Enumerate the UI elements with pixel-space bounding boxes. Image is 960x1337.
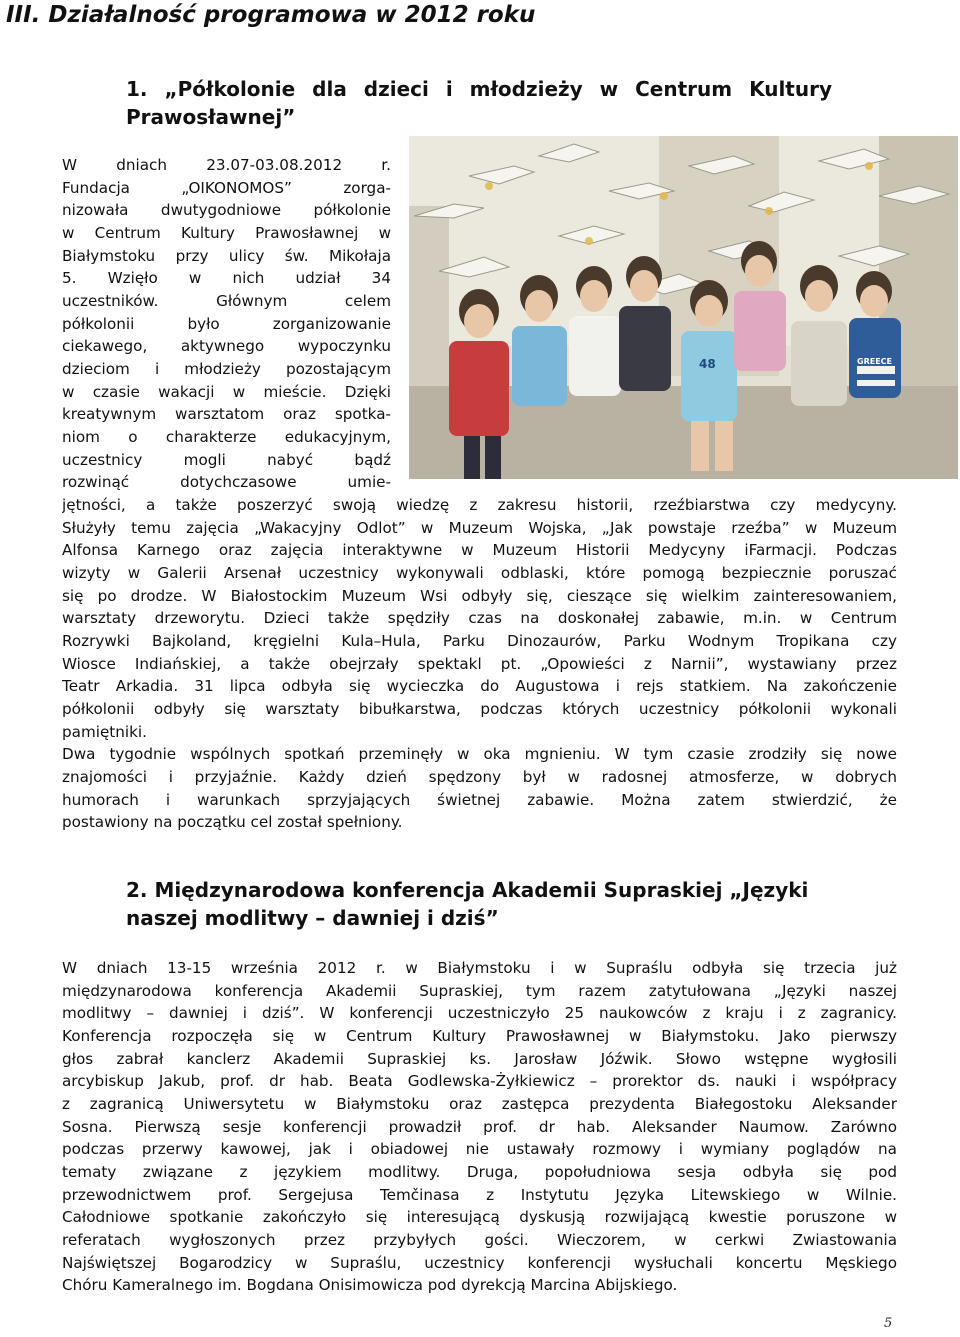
- text-line: Konferencja rozpoczęła się w Centrum Kultury Prawosławnej w Białymstoku. Jako pierwszy: [62, 1026, 897, 1045]
- text-line: z zagranicą Uniwersytetu w Białymstoku oraz zastępca prezydenta Białegostoku Aleksander: [62, 1094, 897, 1113]
- shirt-text: GREECE: [857, 357, 892, 366]
- text-line: uczestnicy mogli nabyć bądź: [62, 450, 391, 469]
- text-line: głos zabrał kanclerz Akademii Supraskiej ks. Jarosław Jóźwik. Słowo wstępne wygłosili: [62, 1049, 897, 1068]
- text-line: W dniach 13-15 września 2012 r. w Białymstoku i w Supraślu odbyła się trzecia już: [62, 959, 897, 977]
- section-1-body-text: [62, 494, 897, 834]
- text-line: 5. Wzięło w nich udział 34: [62, 269, 391, 288]
- text-line: Wiosce Indiańskiej, a także obejrzały spektakl pt. „Opowieści z Narnii”, wystawiany przez: [62, 654, 897, 673]
- text-line: półkolonii odbyły się warsztaty bibułkarstwa, podczas których uczestnicy półkolonii wykonali: [62, 699, 897, 718]
- text-line: rozwinąć dotychczasowe umie-: [62, 473, 391, 492]
- text-line: Białymstoku przy ulicy św. Mikołaja: [62, 246, 391, 265]
- section-2-heading-line: 2. Międzynarodowa konferencja Akademii Supraskiej „Języki: [126, 878, 809, 902]
- text-line: humorach i warunkach sprzyjających świetnej zabawie. Można zatem stwierdzić, że: [62, 790, 897, 809]
- text-line: W dniach 23.07-03.08.2012 r.: [62, 156, 391, 174]
- text-line: Fundacja „OIKONOMOS” zorga-: [62, 178, 391, 197]
- text-line: tematy związane z językiem modlitwy. Druga, popołudniowa sesja odbyła się pod: [62, 1162, 897, 1181]
- text-line: Chóru Kameralnego im. Bogdana Onisimowicza pod dyrekcją Marcina Abijskiego.: [62, 1276, 678, 1295]
- section-2-heading: [126, 876, 916, 932]
- text-line: przewodnictwem prof. Sergejusa Temčinasa z Instytutu Języka Litewskiego w Wilnie.: [62, 1185, 897, 1204]
- text-line: dzieciom i młodzieży pozostającym: [62, 359, 391, 378]
- text-line: Rozrywki Bajkoland, kręgielni Kula–Hula, Parku Dinozaurów, Parku Wodnym Tropikana czy: [62, 631, 897, 650]
- section-1-heading: [126, 75, 916, 131]
- text-line: półkolonii było zorganizowanie: [62, 314, 391, 333]
- text-line: się po drodze. W Białostockim Muzeum Wsi odbyły się, cieszące się wielkim zainteresowaniem,: [62, 586, 897, 605]
- text-line: uczestników. Głównym celem: [62, 291, 391, 310]
- section-2-heading-line: naszej modlitwy – dawniej i dziś”: [126, 906, 499, 930]
- text-line: referatach wygłoszonych przez przybyłych gości. Wieczorem, w cerkwi Zwiastowania: [62, 1230, 897, 1249]
- text-line: Całodniowe spotkanie zakończyło się interesującą dyskusją rozwijającą kwestie poruszone w: [62, 1208, 897, 1227]
- text-line: wizyty w Galerii Arsenał uczestnicy wykonywali odblaski, które pomogą bezpiecznie poruszać: [62, 563, 897, 582]
- text-line: niom o charakterze edukacyjnym,: [62, 427, 391, 446]
- summer-camp-photo: [409, 136, 958, 479]
- text-line: znajomości i przyjaźnie. Każdy dzień spędzony był w radosnej atmosferze, w dobrych: [62, 767, 897, 786]
- text-line: Alfonsa Karnego oraz zajęcia interaktywne w Muzeum Historii Medycyny iFarmacji. Podczas: [62, 541, 897, 560]
- section-1-intro-text: [62, 154, 391, 494]
- section-1-heading-line: 1. „Półkolonie dla dzieci i młodzieży w Centrum Kultury: [126, 77, 833, 101]
- text-line: w Centrum Kultury Prawosławnej w: [62, 223, 391, 242]
- text-line: warsztaty drzeworytu. Dzieci także spędziły czas na doskonałej zabawie, m.in. w Centrum: [62, 609, 897, 628]
- text-line: postawiony na początku cel został spełniony.: [62, 813, 403, 832]
- text-line: w czasie wakacji w mieście. Dzięki: [62, 382, 391, 401]
- text-line: podczas przerwy kawowej, jak i obiadowej nie ustawały rozmowy i wymiany poglądów na: [62, 1140, 897, 1159]
- text-line: jętności, a także poszerzyć swoją wiedzę z zakresu historii, rzeźbiarstwa czy medycyny.: [62, 496, 897, 514]
- shirt-number: 48: [699, 357, 716, 371]
- text-line: Służyły temu zajęcia „Wakacyjny Odlot” w Muzeum Wojska, „Jak powstaje rzeźba” w Muzeum: [62, 518, 897, 537]
- text-line: kreatywnym warsztatom oraz spotka-: [62, 405, 391, 424]
- text-line: Dwa tygodnie wspólnych spotkań przeminęły w oka mgnieniu. W tym czasie zrodziły się nowe: [62, 745, 897, 764]
- page-number: 5: [884, 1316, 893, 1331]
- text-line: modlitwy – dawniej i dziś”. W konferencji uczestniczyło 25 naukowców z kraju i z zagranicy.: [62, 1004, 897, 1023]
- text-line: nizowała dwutygodniowe półkolonie: [62, 201, 391, 220]
- text-line: Sosna. Pierwszą sesje konferencji prowadził prof. dr hab. Aleksander Naumow. Zarówno: [62, 1117, 897, 1136]
- text-line: Teatr Arkadia. 31 lipca odbyła się wycieczka do Augustowa i rejs statkiem. Na zakończenie: [62, 677, 897, 696]
- page-heading: III. Działalność programowa w 2012 roku: [6, 2, 536, 28]
- text-line: ciekawego, aktywnego wypoczynku: [62, 337, 391, 356]
- text-line: pamiętniki.: [62, 722, 147, 741]
- section-2-body-text: [62, 957, 897, 1297]
- text-line: międzynarodowa konferencja Akademii Supraskiej, tym razem zatytułowana „Języki naszej: [62, 981, 897, 1000]
- text-line: arcybiskup Jakub, prof. dr hab. Beata Godlewska-Żyłkiewicz – prorektor ds. nauki i współpracy: [62, 1072, 897, 1091]
- text-line: Najświętszej Bogarodzicy w Supraślu, uczestnicy konferencji wysłuchali koncertu Męskiego: [62, 1253, 897, 1272]
- section-1-heading-line: Prawosławnej”: [126, 105, 296, 129]
- children-with-paper-planes-image: [409, 136, 958, 479]
